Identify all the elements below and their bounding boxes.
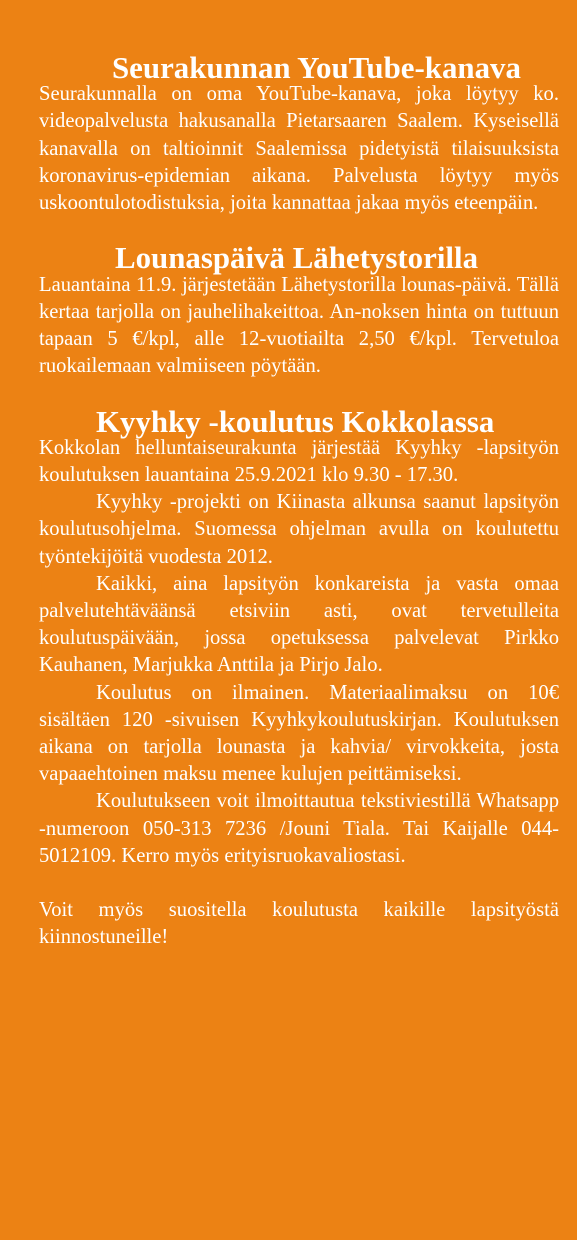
lunch-day-heading: Lounaspäivä Lähetystorilla [115, 240, 479, 276]
bulletin-content [39, 50, 559, 952]
kyyhky-training-heading: Kyyhky -koulutus Kokkolassa [96, 403, 495, 439]
youtube-channel-section [39, 50, 559, 217]
youtube-channel-text: Seurakunnalla on oma YouTube-kanava, joka löytyy ko. videopalvelusta hakusanalla Pietarsaaren Saalem. Kyseisellä kanavalla on taltioinnit Saalemissa pidetyistä tilaisuuksista koronavirus-epidemian aikana. Palvelusta löytyy myös uskoontulotodistuksia, joita kannattaa jakaa myös eteenpäin. [39, 83, 559, 215]
kyyhky-cost-paragraph: Koulutus on ilmainen. Materiaalimaksu on 10€ sisältäen 120 -sivuisen Kyyhkykoulutuskirjan. Koulutuksen aikana on tarjolla lounasta ja kahvia/ virvokkeita, josta vapaaehtoinen maksu menee kulujen peittämiseksi. [39, 681, 559, 786]
kyyhky-registration-paragraph: Koulutukseen voit ilmoittautua tekstiviestillä Whatsapp -numeroon 050-313 7236 /Jouni Tiala. Tai Kaijalle 044-5012109. Kerro myös erityisruokavaliostasi. [39, 790, 559, 867]
kyyhky-training-section [39, 403, 559, 952]
kyyhky-project-paragraph: Kyyhky -projekti on Kiinasta alkunsa saanut lapsityön koulutusohjelma. Suomessa ohjelman avulla on koulutettu työntekijöitä vuodesta 2012. [39, 491, 559, 568]
lunch-day-text: Lauantaina 11.9. järjestetään Lähetystorilla lounas-päivä. Tällä kertaa tarjolla on jauhelihakeittoa. An-noksen hinta on tuttuun tapaan 5 €/kpl, alle 12-vuotiailta 2,50 €/kpl. Tervetuloa ruokailemaan valmiiseen pöytään. [39, 273, 559, 378]
lunch-day-section [39, 240, 559, 380]
paragraph-spacer [39, 870, 559, 897]
kyyhky-recommend-paragraph: Voit myös suositella koulutusta kaikille lapsityöstä kiinnostuneille! [39, 899, 559, 949]
youtube-channel-heading: Seurakunnan YouTube-kanava [112, 50, 521, 85]
kyyhky-welcome-paragraph: Kaikki, aina lapsityön konkareista ja vasta omaa palvelutehtäväänsä etsiviin asti, ovat tervetulleita koulutuspäivään, jossa opetuksessa palvelevat Pirkko Kauhanen, Marjukka Anttila ja Pirjo Jalo. [39, 572, 559, 677]
kyyhky-training-intro: Kokkolan helluntaiseurakunta järjestää Kyyhky -lapsityön koulutuksen lauantaina 25.9.2021 klo 9.30 - 17.30. [39, 436, 559, 487]
